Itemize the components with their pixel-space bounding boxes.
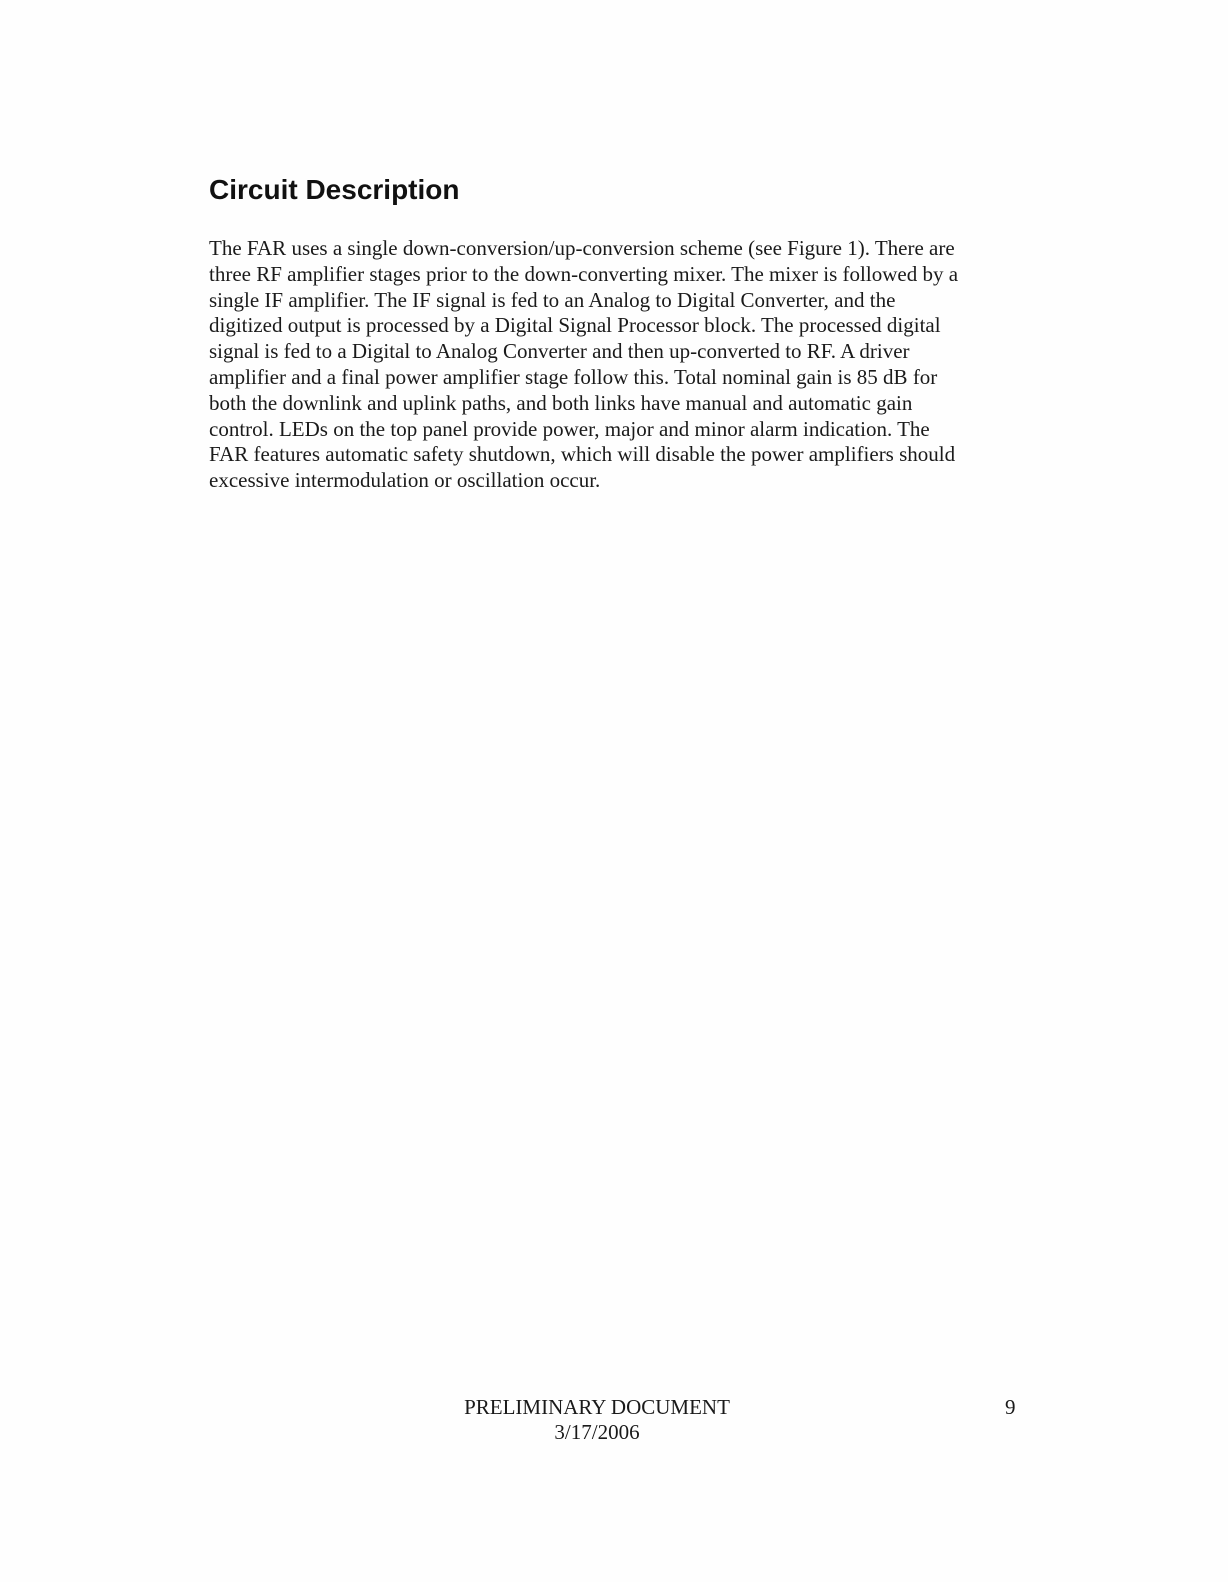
paragraph-line: amplifier and a final power amplifier stage follow this. Total nominal gain is 85 dB for [209, 364, 938, 389]
paragraph-line: excessive intermodulation or oscillation occur. [209, 468, 601, 493]
paragraph-line: FAR features automatic safety shutdown, which will disable the power amplifiers should [209, 442, 956, 467]
paragraph-line: The FAR uses a single down-conversion/up-conversion scheme (see Figure 1). There are [209, 236, 955, 260]
paragraph-line: single IF amplifier. The IF signal is fed to an Analog to Digital Converter, and the [209, 287, 896, 312]
paragraph-line: signal is fed to a Digital to Analog Converter and then up-converted to RF. A driver [209, 339, 910, 364]
paragraph-line: digitized output is processed by a Digital Signal Processor block. The processed digital [209, 313, 941, 338]
paragraph-line: three RF amplifier stages prior to the down-converting mixer. The mixer is followed by a [209, 261, 959, 286]
body-paragraph [209, 236, 1029, 494]
footer-date: 3/17/2006 [554, 1420, 640, 1444]
footer-status: PRELIMINARY DOCUMENT [464, 1395, 730, 1419]
footer-center-block [397, 1395, 797, 1445]
page-number: 9 [1005, 1395, 1016, 1419]
paragraph-line: both the downlink and uplink paths, and both links have manual and automatic gain [209, 390, 913, 415]
section-heading: Circuit Description [209, 174, 460, 205]
paragraph-line: control. LEDs on the top panel provide power, major and minor alarm indication. The [209, 416, 930, 441]
